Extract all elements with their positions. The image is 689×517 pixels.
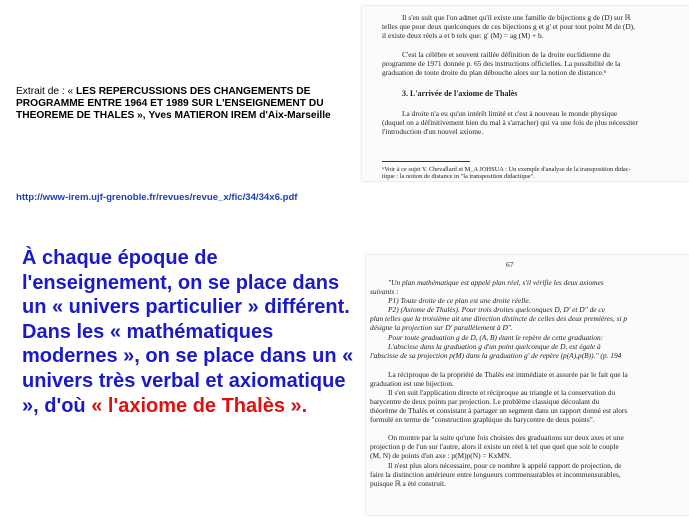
scan-top-paragraph-line: (duquel on a définitivement bien du mal à s'arracher) qui va une fois de plus nécessiter	[382, 118, 639, 127]
scan-top-line: graduation de toute droite du plan débouche alors sur la notion de distance.⁶	[382, 68, 607, 77]
scan-bottom-line: Pour toute graduation g de D, (A, B) étant le repère de cette graduation:	[388, 333, 604, 342]
main-statement	[22, 246, 367, 418]
scan-bottom-line: théorème de Thalès et consistant à partager un segment dans un rapport donné est alors	[370, 406, 628, 415]
source-citation	[16, 86, 338, 123]
scan-top-paragraph-line: La droite n'a eu qu'un intérêt limité et c'est à nouveau le monde physique	[402, 109, 618, 118]
statement-text: À chaque époque de l'enseignement, on se place dans un « univers particulier » différent. Dans les « mathématiques modernes », on se place dans un « univers très verbal et axiomatique », d'où	[22, 247, 354, 417]
scan-top-line: programme de 1971 donnée p. 65 des instructions officielles. La possibilité de la	[382, 59, 621, 68]
scan-top-footnote: tique : la notion de distance in "la transposition didactique".	[382, 173, 535, 180]
scan-bottom-line: P1) Toute droite de ce plan est une droite réelle.	[388, 296, 531, 305]
scan-top-line: C'est la célèbre et souvent raillée définition de la droite euclidienne du	[402, 50, 610, 59]
scan-bottom-line: On montre par la suite qu'une fois choisies des graduations sur deux axes et une	[388, 433, 624, 442]
scan-bottom-line: Il n'est plus alors nécessaire, pour ce nombre k appelé rapport de projection, de	[388, 461, 622, 470]
scanned-page-top	[362, 6, 689, 181]
scan-bottom-line: plan telles que la troisième ait une direction distincte de celles des deux premières, si p	[370, 314, 628, 323]
scan-top-line: Il s'en suit que l'on admet qu'il existe une famille de bijections g de (D) sur ℝ	[402, 13, 631, 22]
citation-authors: Yves MATIERON IREM d'Aix-Marseille	[148, 110, 331, 122]
source-url[interactable]: http://www-irem.ujf-grenoble.fr/revues/revue_x/fic/34/34x6.pdf	[16, 192, 298, 203]
scan-bottom-line: P2) (Axiome de Thalès). Pour trois droites quelconques D, D' et D" de ce	[388, 305, 605, 314]
scan-bottom-line: L'abscisse dans la graduation g d'un point quelconque de D, est égale à	[388, 342, 601, 351]
statement-highlight: « l'axiome de Thalès ».	[91, 394, 308, 417]
scan-bottom-line: suivants :	[370, 287, 399, 296]
scan-bottom-line: La réciproque de la propriété de Thalès est immédiate et assurée par le fait que la	[388, 370, 628, 379]
scan-top-line: il existe deux réels a et b tels que: g' (M) = ag (M) + b.	[382, 31, 544, 40]
scan-bottom-line: graduation est une bijection.	[370, 379, 454, 388]
citation-prefix: Extrait de : «	[16, 86, 74, 97]
scan-top-footnote: ⁶Voir à ce sujet Y. Chevallard et M_A JOHSUA : Un exemple d'analyse de la transposition didac-	[382, 166, 631, 173]
citation-title: LES REPERCUSSIONS DES CHANGEMENTS DE PROGRAMME ENTRE 1964 ET 1989 SUR L'ENSEIGNEMENT DU THEOREME DE THALES »,	[16, 86, 324, 122]
scan-bottom-line: l'abscisse de sa projection p(M) dans la graduation g' de repère (p(A),p(B))." (p. 194	[370, 351, 622, 360]
scan-bottom-line: faire la distinction antérieure entre longueurs commensurables et incommensurables,	[370, 470, 621, 479]
scan-bottom-line: "Un plan mathématique est appelé plan réel, s'il vérifie les deux axiomes	[388, 278, 604, 287]
scan-top-line: telles que pour deux quelconques de ces bijections g et g' et pour tout point M de (D),	[382, 22, 635, 31]
scan-bottom-line: puisque ℝ a été construit.	[370, 479, 446, 488]
scan-bottom-line: formulé en terme de "construction graphique du barycentre de deux points".	[370, 415, 595, 424]
scan-top-heading: 3. L'arrivée de l'axiome de Thalès	[402, 89, 518, 98]
scan-bottom-line: Il s'en suit l'application directe et réciproque au triangle et la conservation du	[388, 388, 616, 397]
scan-top-paragraph-line: l'introduction d'un nouvel axiome.	[382, 127, 484, 136]
scan-bottom-line: (M, N) de points d'un axe : p(M)p(N) = KxMN.	[370, 451, 512, 460]
scan-bottom-line: désigne la projection sur D' parallèlement à D".	[370, 323, 513, 332]
footnote-rule	[382, 161, 470, 162]
scan-bottom-line: projection p de l'un sur l'autre, alors il existe un réel k tel que quel que soit le couple	[370, 442, 619, 451]
scan-page-number: 67	[506, 260, 514, 269]
scan-bottom-line: barycentre de deux points par projection. Le problème classique découlant du	[370, 397, 600, 406]
scanned-page-bottom	[366, 255, 689, 515]
